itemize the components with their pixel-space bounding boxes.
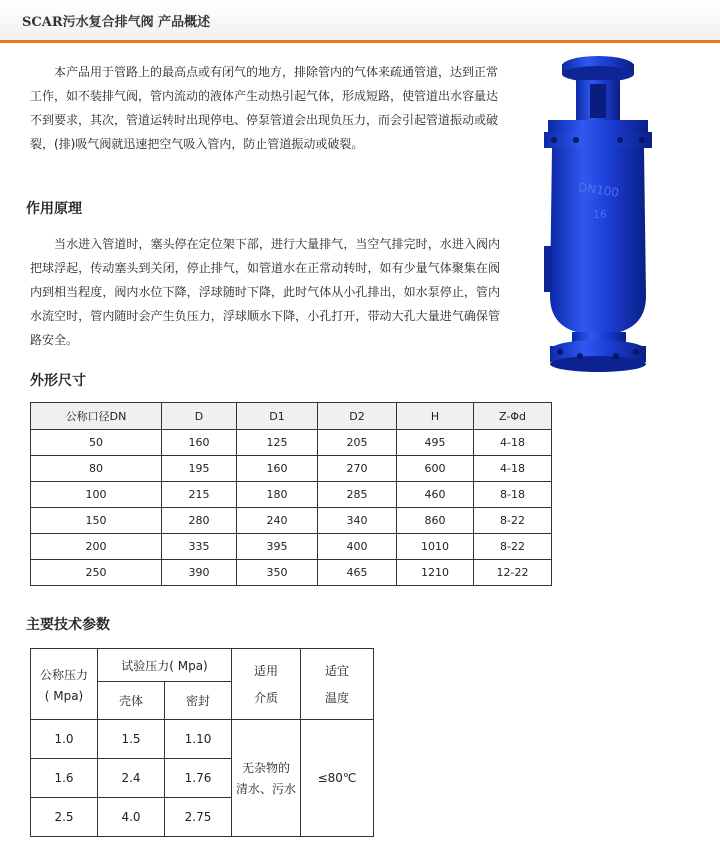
- tech-medium-cell: [232, 720, 301, 837]
- table-cell: 395: [237, 534, 318, 560]
- tech-header-row: [31, 649, 374, 682]
- tech-header-nominal-line2: ( Mpa): [44, 688, 84, 703]
- table-cell: 1.5: [98, 720, 165, 759]
- table-cell: 390: [162, 560, 237, 586]
- intro-paragraph: 本产品用于管路上的最高点或有闭气的地方，排除管内的气体来疏通管道，达到正常工作，如不装排气阀，管内流动的液体产生动热引起气体，形成短路，使管道出水容量达不到要求，其次，管道运转时出现停电、停泵管道会出现负压力，而会引起管道振动或破裂，(排)吸气阀就迅速把空气吸入管内，防止管道振动或破裂。: [30, 65, 499, 151]
- table-cell: 50: [31, 430, 162, 456]
- table-row: [31, 720, 374, 759]
- table-cell: 1.10: [165, 720, 232, 759]
- table-cell: 465: [318, 560, 397, 586]
- table-cell: 285: [318, 482, 397, 508]
- table-cell: 280: [162, 508, 237, 534]
- table-cell: 1.6: [31, 759, 98, 798]
- table-row: [31, 508, 552, 534]
- tech-header-seal: 密封: [165, 682, 232, 720]
- tech-header-medium-line2: 介质: [253, 691, 278, 705]
- dimensions-header-cell: D: [162, 403, 237, 430]
- tech-params-table: [30, 648, 374, 837]
- tech-header-temp-line2: 温度: [324, 691, 349, 705]
- table-cell: 8-22: [474, 508, 552, 534]
- table-cell: 1210: [397, 560, 474, 586]
- valve-body-text: DN100: [577, 180, 620, 200]
- table-cell: 2.5: [31, 798, 98, 837]
- table-cell: 4.0: [98, 798, 165, 837]
- principle-paragraph: 当水进入管道时，塞头停在定位架下部，进行大量排气，当空气排完时，水进入阀内把球浮起，传动塞头到关闭，停止排气，如管道水在正常动转时，如有少量气体聚集在阀内到相当程度，阀内水位下降，浮球随时下降，此时气体从小孔排出，如水泵停止，管内水流空时，管内随时会产生负压力，浮球顺水下降，小孔打开，带动大孔大量进气确保管路安全。: [30, 237, 500, 347]
- tech-header-test-pressure: 试验压力( Mpa): [98, 649, 232, 682]
- table-cell: 125: [237, 430, 318, 456]
- table-row: [31, 482, 552, 508]
- table-cell: 12-22: [474, 560, 552, 586]
- table-cell: 215: [162, 482, 237, 508]
- page-header: [0, 0, 720, 43]
- valve-product-image: [520, 46, 670, 376]
- table-cell: 270: [318, 456, 397, 482]
- tech-temperature-cell: ≤80℃: [301, 720, 374, 837]
- principle-title: 作用原理: [26, 201, 82, 217]
- table-cell: 205: [318, 430, 397, 456]
- table-cell: 250: [31, 560, 162, 586]
- table-cell: 8-18: [474, 482, 552, 508]
- table-cell: 2.4: [98, 759, 165, 798]
- tech-header-nominal-line1: 公称压力: [39, 667, 88, 682]
- table-cell: 160: [162, 430, 237, 456]
- table-cell: 80: [31, 456, 162, 482]
- table-row: [31, 534, 552, 560]
- table-cell: 335: [162, 534, 237, 560]
- table-row: [31, 560, 552, 586]
- tech-medium-line2: 清水、污水: [235, 782, 296, 796]
- table-cell: 240: [237, 508, 318, 534]
- table-cell: 200: [31, 534, 162, 560]
- table-cell: 180: [237, 482, 318, 508]
- tech-header-medium: [232, 649, 301, 720]
- table-cell: 495: [397, 430, 474, 456]
- tech-medium-line1: 无杂物的: [241, 761, 290, 775]
- table-cell: 160: [237, 456, 318, 482]
- dimensions-title: 外形尺寸: [30, 373, 86, 389]
- table-cell: 400: [318, 534, 397, 560]
- table-cell: 4-18: [474, 430, 552, 456]
- dimensions-header-row: [31, 403, 552, 430]
- table-cell: 4-18: [474, 456, 552, 482]
- table-cell: 1.0: [31, 720, 98, 759]
- table-cell: 350: [237, 560, 318, 586]
- page-title: SCAR污水复合排气阀 产品概述: [22, 15, 211, 30]
- dimensions-header-cell: D1: [237, 403, 318, 430]
- tech-header-nominal: [31, 649, 98, 720]
- table-cell: 8-22: [474, 534, 552, 560]
- table-cell: 340: [318, 508, 397, 534]
- tech-params-title: 主要技术参数: [26, 617, 110, 633]
- table-cell: 195: [162, 456, 237, 482]
- dimensions-table: [30, 402, 552, 586]
- table-cell: 460: [397, 482, 474, 508]
- dimensions-header-cell: H: [397, 403, 474, 430]
- tech-header-temperature: [301, 649, 374, 720]
- dimensions-header-cell: Z-Φd: [474, 403, 552, 430]
- tech-header-temp-line1: 适宜: [324, 664, 349, 678]
- dimensions-header-cell: D2: [318, 403, 397, 430]
- table-cell: 1.76: [165, 759, 232, 798]
- table-row: [31, 456, 552, 482]
- table-cell: 1010: [397, 534, 474, 560]
- tech-header-medium-line1: 适用: [253, 664, 278, 678]
- table-cell: 600: [397, 456, 474, 482]
- tech-header-shell: 壳体: [98, 682, 165, 720]
- dimensions-header-cell: 公称口径DN: [31, 403, 162, 430]
- table-cell: 2.75: [165, 798, 232, 837]
- valve-pressure-text: 16: [593, 208, 607, 221]
- table-cell: 150: [31, 508, 162, 534]
- table-cell: 860: [397, 508, 474, 534]
- table-cell: 100: [31, 482, 162, 508]
- table-row: [31, 430, 552, 456]
